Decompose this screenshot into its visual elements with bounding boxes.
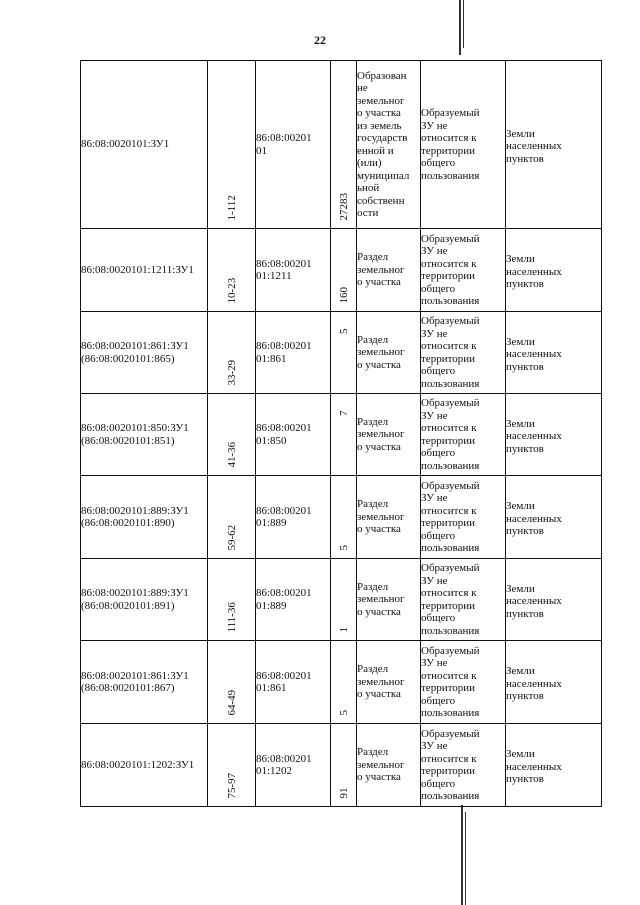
table-row xyxy=(81,312,602,394)
land-category: Земли населенных пунктов xyxy=(506,665,562,703)
area-value: 160 xyxy=(337,286,350,303)
scan-mark-bottom xyxy=(461,805,463,905)
land-category-cell xyxy=(506,559,602,641)
source-cadastral-number: 86:08:00201 01:861 xyxy=(256,340,312,365)
page-number: 22 xyxy=(314,33,326,47)
boundary-points: 33-29 xyxy=(225,359,238,385)
area-value: 91 xyxy=(337,787,350,798)
boundary-points: 1-112 xyxy=(225,194,238,220)
area-value: 27283 xyxy=(337,192,350,220)
table-row xyxy=(81,61,602,229)
table-row xyxy=(81,229,602,312)
scan-mark-top xyxy=(459,0,461,55)
formation-method: Раздел земельног о участка xyxy=(357,498,405,536)
boundary-points-cell xyxy=(208,312,256,394)
source-cadastral-number: 86:08:00201 01:889 xyxy=(256,504,312,529)
public-use-status: Образуемый ЗУ не относится к территории общего пользования xyxy=(421,644,480,719)
area-value: 5 xyxy=(337,328,350,334)
boundary-points-cell xyxy=(208,724,256,807)
public-use-status: Образуемый ЗУ не относится к территории общего пользования xyxy=(421,479,480,554)
plot-designation-cell xyxy=(81,724,208,807)
boundary-points-cell xyxy=(208,229,256,312)
public-use-status: Образуемый ЗУ не относится к территории общего пользования xyxy=(421,397,480,472)
boundary-points: 111-36 xyxy=(225,601,238,632)
plot-designation: 86:08:0020101:889:ЗУ1 (86:08:0020101:890) xyxy=(81,504,189,529)
table-row xyxy=(81,476,602,559)
source-cadastral-cell xyxy=(256,394,331,476)
plot-designation-cell xyxy=(81,476,208,559)
formation-method: Раздел земельног о участка xyxy=(357,251,405,289)
land-category-cell xyxy=(506,312,602,394)
formation-method: Раздел земельног о участка xyxy=(357,580,405,618)
table-row xyxy=(81,394,602,476)
boundary-points: 41-36 xyxy=(225,441,238,467)
land-category-cell xyxy=(506,641,602,724)
land-category-cell xyxy=(506,724,602,807)
plot-designation: 86:08:0020101:1202:ЗУ1 xyxy=(81,758,195,771)
formation-method-cell xyxy=(357,641,421,724)
formation-method-cell xyxy=(357,724,421,807)
source-cadastral-number: 86:08:00201 01:1202 xyxy=(256,752,312,777)
area-cell xyxy=(331,476,357,559)
boundary-points-cell xyxy=(208,394,256,476)
boundary-points-cell xyxy=(208,476,256,559)
boundary-points-cell xyxy=(208,559,256,641)
area-value: 5 xyxy=(337,709,350,715)
plot-designation: 86:08:0020101:861:ЗУ1 (86:08:0020101:867) xyxy=(81,669,189,694)
plot-designation-cell xyxy=(81,641,208,724)
land-category: Земли населенных пунктов xyxy=(506,253,562,291)
plot-designation-cell xyxy=(81,312,208,394)
boundary-points: 10-23 xyxy=(225,277,238,303)
source-cadastral-cell xyxy=(256,641,331,724)
plot-designation-cell xyxy=(81,229,208,312)
area-cell xyxy=(331,312,357,394)
table-row xyxy=(81,724,602,807)
source-cadastral-cell xyxy=(256,724,331,807)
area-value: 1 xyxy=(337,626,350,632)
land-category-cell xyxy=(506,61,602,229)
source-cadastral-cell xyxy=(256,312,331,394)
public-use-status-cell xyxy=(421,641,506,724)
source-cadastral-number: 86:08:00201 01:861 xyxy=(256,669,312,694)
source-cadastral-number: 86:08:00201 01:889 xyxy=(256,587,312,612)
area-value: 7 xyxy=(337,410,350,416)
formation-method: Раздел земельног о участка xyxy=(357,333,405,371)
land-plots-table xyxy=(80,60,602,807)
public-use-status-cell xyxy=(421,61,506,229)
land-category: Земли населенных пунктов xyxy=(506,582,562,620)
formation-method-cell xyxy=(357,394,421,476)
scan-mark-top-2 xyxy=(463,0,464,48)
table-row xyxy=(81,559,602,641)
public-use-status-cell xyxy=(421,394,506,476)
area-cell xyxy=(331,559,357,641)
plot-designation: 86:08:0020101:1211:ЗУ1 xyxy=(81,263,194,276)
boundary-points: 64-49 xyxy=(225,689,238,715)
land-category: Земли населенных пунктов xyxy=(506,748,562,786)
formation-method: Раздел земельног о участка xyxy=(357,415,405,453)
public-use-status: Образуемый ЗУ не относится к территории общего пользования xyxy=(421,107,480,182)
source-cadastral-number: 86:08:00201 01 xyxy=(256,132,312,157)
table-row xyxy=(81,641,602,724)
area-cell xyxy=(331,641,357,724)
source-cadastral-cell xyxy=(256,559,331,641)
land-category: Земли населенных пунктов xyxy=(506,127,562,165)
public-use-status-cell xyxy=(421,312,506,394)
public-use-status-cell xyxy=(421,559,506,641)
boundary-points-cell xyxy=(208,641,256,724)
boundary-points: 59-62 xyxy=(225,524,238,550)
land-category-cell xyxy=(506,229,602,312)
formation-method: Раздел земельног о участка xyxy=(357,663,405,701)
source-cadastral-cell xyxy=(256,229,331,312)
source-cadastral-number: 86:08:00201 01:1211 xyxy=(256,257,312,282)
formation-method-cell xyxy=(357,559,421,641)
formation-method: Раздел земельног о участка xyxy=(357,746,405,784)
plot-designation: 86:08:0020101:ЗУ1 xyxy=(81,138,170,151)
area-cell xyxy=(331,61,357,229)
public-use-status-cell xyxy=(421,724,506,807)
public-use-status-cell xyxy=(421,229,506,312)
public-use-status-cell xyxy=(421,476,506,559)
plot-designation-cell xyxy=(81,61,208,229)
source-cadastral-cell xyxy=(256,476,331,559)
land-category: Земли населенных пунктов xyxy=(506,335,562,373)
formation-method: Образован не земельног о участка из земель государств енной и (или) муниципал ьной собственн ости xyxy=(357,69,410,219)
land-category: Земли населенных пунктов xyxy=(506,417,562,455)
source-cadastral-number: 86:08:00201 01:850 xyxy=(256,422,312,447)
formation-method-cell xyxy=(357,61,421,229)
boundary-points: 75-97 xyxy=(225,772,238,798)
area-cell xyxy=(331,394,357,476)
public-use-status: Образуемый ЗУ не относится к территории общего пользования xyxy=(421,562,480,637)
land-category-cell xyxy=(506,394,602,476)
area-cell xyxy=(331,724,357,807)
plot-designation: 86:08:0020101:889:ЗУ1 (86:08:0020101:891) xyxy=(81,587,189,612)
boundary-points-cell xyxy=(208,61,256,229)
public-use-status: Образуемый ЗУ не относится к территории общего пользования xyxy=(421,232,480,307)
plot-designation: 86:08:0020101:850:ЗУ1 (86:08:0020101:851) xyxy=(81,422,189,447)
land-category-cell xyxy=(506,476,602,559)
formation-method-cell xyxy=(357,229,421,312)
plot-designation: 86:08:0020101:861:ЗУ1 (86:08:0020101:865) xyxy=(81,340,189,365)
land-category: Земли населенных пунктов xyxy=(506,500,562,538)
public-use-status: Образуемый ЗУ не относится к территории общего пользования xyxy=(421,315,480,390)
plot-designation-cell xyxy=(81,559,208,641)
source-cadastral-cell xyxy=(256,61,331,229)
formation-method-cell xyxy=(357,476,421,559)
public-use-status: Образуемый ЗУ не относится к территории общего пользования xyxy=(421,727,480,802)
formation-method-cell xyxy=(357,312,421,394)
area-cell xyxy=(331,229,357,312)
plot-designation-cell xyxy=(81,394,208,476)
scan-mark-bottom-2 xyxy=(465,812,466,905)
area-value: 5 xyxy=(337,544,350,550)
